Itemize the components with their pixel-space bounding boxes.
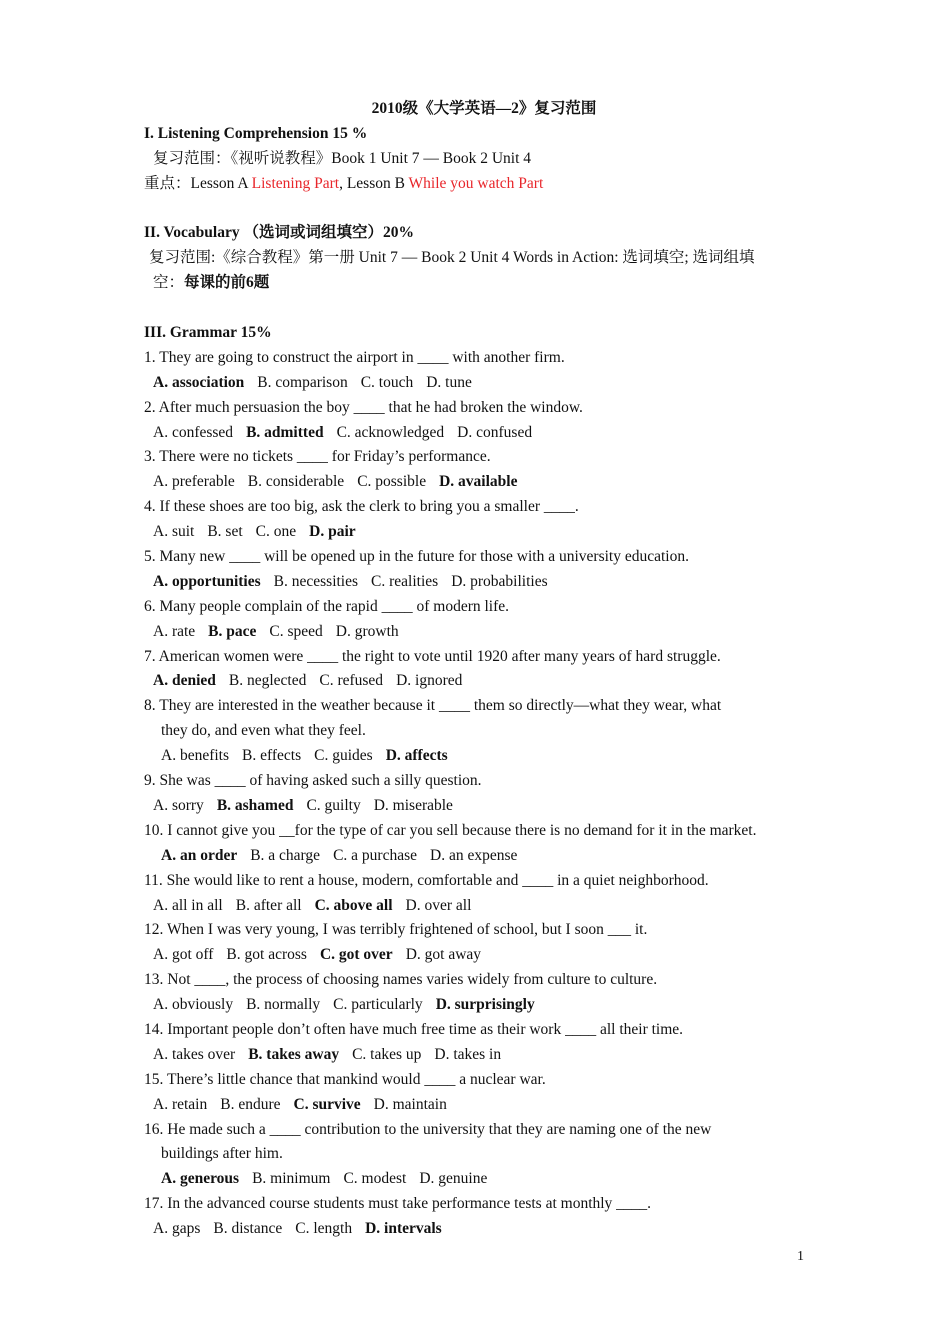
- option: C. modest: [343, 1170, 407, 1188]
- question-options: [144, 1093, 824, 1118]
- question-text: 12. When I was very young, I was terribly frightened of school, but I soon ___ it.: [144, 921, 648, 939]
- option: A. obviously: [153, 996, 234, 1014]
- question-options: [144, 993, 824, 1018]
- question-text: 1. They are going to construct the airport in ____ with another firm.: [144, 348, 565, 366]
- option: C. one: [255, 523, 297, 541]
- option: B. effects: [242, 747, 302, 765]
- listening-scope: 复习范围：《视听说教程》Book 1 Unit 7 — Book 2 Unit 4: [153, 149, 532, 167]
- vocabulary-scope-prefix: 空：: [153, 274, 185, 292]
- vocabulary-heading: II. Vocabulary （选词或词组填空）20%: [144, 224, 414, 242]
- option-answer: A. denied: [153, 672, 216, 690]
- option-answer: B. pace: [208, 622, 257, 640]
- question-text: 6. Many people complain of the rapid ____ of modern life.: [144, 597, 510, 615]
- option: B. minimum: [252, 1170, 331, 1188]
- option: C. speed: [269, 622, 323, 640]
- option: B. a charge: [250, 846, 321, 864]
- question-text: buildings after him.: [161, 1145, 283, 1163]
- option: C. possible: [357, 473, 427, 491]
- question-text: 16. He made such a ____ contribution to the university that they are naming one of the new: [144, 1120, 712, 1138]
- option: C. guides: [314, 747, 373, 765]
- option: D. maintain: [373, 1095, 447, 1113]
- option-answer: A. generous: [161, 1170, 240, 1188]
- option-answer: D. affects: [385, 747, 448, 765]
- option: D. growth: [335, 622, 399, 640]
- option: A. suit: [153, 523, 195, 541]
- option: B. distance: [213, 1220, 283, 1238]
- question-text: 11. She would like to rent a house, modern, comfortable and ____ in a quiet neighborhood.: [144, 871, 709, 889]
- question-options: [144, 794, 824, 819]
- question-text: 10. I cannot give you __for the type of car you sell because there is no demand for it in the market.: [144, 821, 757, 839]
- option: D. an expense: [430, 846, 518, 864]
- focus-highlight-2: While you watch Part: [408, 174, 544, 192]
- option: A. takes over: [153, 1045, 236, 1063]
- option: A. got off: [153, 946, 214, 964]
- option-answer: A. an order: [161, 846, 238, 864]
- option: D. got away: [405, 946, 482, 964]
- option-answer: A. opportunities: [153, 572, 261, 590]
- question-text: 14. Important people don’t often have much free time as their work ____ all their time.: [144, 1020, 684, 1038]
- option: C. particularly: [333, 996, 423, 1014]
- option: B. endure: [220, 1095, 281, 1113]
- option: B. after all: [235, 896, 302, 914]
- option-answer: D. intervals: [365, 1220, 442, 1238]
- question-text: 17. In the advanced course students must take performance tests at monthly ____.: [144, 1195, 652, 1213]
- option: B. necessities: [273, 572, 359, 590]
- question-options: [144, 943, 824, 968]
- option: A. benefits: [161, 747, 230, 765]
- option-answer: D. surprisingly: [435, 996, 535, 1014]
- question-text: 7. American women were ____ the right to vote until 1920 after many years of hard struggle.: [144, 647, 721, 665]
- option: B. normally: [246, 996, 321, 1014]
- option: A. rate: [153, 622, 196, 640]
- spacer: [144, 296, 824, 321]
- focus-mid: , Lesson B: [339, 174, 409, 192]
- vocabulary-scope-line2: [144, 271, 824, 296]
- question-options: [144, 570, 824, 595]
- focus-prefix: 重点：Lesson A: [144, 174, 252, 192]
- option: D. over all: [405, 896, 472, 914]
- option: B. comparison: [257, 373, 348, 391]
- option: B. set: [207, 523, 243, 541]
- question-text: 4. If these shoes are too big, ask the clerk to bring you a smaller ____.: [144, 498, 579, 516]
- question-options: [144, 894, 824, 919]
- option: A. sorry: [153, 796, 204, 814]
- question-text: 9. She was ____ of having asked such a silly question.: [144, 772, 482, 790]
- listening-heading: I. Listening Comprehension 15 %: [144, 124, 368, 142]
- option: D. takes in: [434, 1045, 502, 1063]
- question-text: 8. They are interested in the weather because it ____ them so directly—what they wear, what: [144, 697, 722, 715]
- question-text: 3. There were no tickets ____ for Friday’s performance.: [144, 448, 491, 466]
- option: C. guilty: [306, 796, 361, 814]
- question-options: [144, 1167, 824, 1192]
- option: C. length: [295, 1220, 353, 1238]
- option: C. realities: [371, 572, 439, 590]
- option: C. touch: [360, 373, 414, 391]
- page-number: 1: [797, 1249, 804, 1264]
- option: D. ignored: [396, 672, 463, 690]
- option: D. tune: [426, 373, 472, 391]
- option: A. preferable: [153, 473, 235, 491]
- option: B. neglected: [228, 672, 307, 690]
- question-options: [144, 470, 824, 495]
- spacer: [144, 197, 824, 222]
- option: B. got across: [226, 946, 307, 964]
- question-text: 15. There’s little chance that mankind would ____ a nuclear war.: [144, 1070, 546, 1088]
- option: A. confessed: [153, 423, 234, 441]
- option: C. refused: [319, 672, 384, 690]
- option: D. miserable: [373, 796, 453, 814]
- page-title: 2010级《大学英语—2》复习范围: [371, 100, 597, 117]
- option: D. probabilities: [451, 572, 548, 590]
- option: C. takes up: [352, 1045, 422, 1063]
- option-answer: B. takes away: [248, 1045, 340, 1063]
- option: B. considerable: [247, 473, 345, 491]
- option: D. genuine: [419, 1170, 488, 1188]
- question-options: [144, 620, 824, 645]
- option: D. confused: [457, 423, 533, 441]
- option: A. retain: [153, 1095, 208, 1113]
- option: A. gaps: [153, 1220, 201, 1238]
- question-text: they do, and even what they feel.: [161, 722, 366, 740]
- option-answer: C. survive: [293, 1095, 361, 1113]
- question-options: [144, 1043, 824, 1068]
- grammar-question-list: [144, 346, 824, 1242]
- option-answer: C. got over: [319, 946, 393, 964]
- option-answer: B. admitted: [246, 423, 324, 441]
- vocabulary-scope-focus: 每课的前6题: [184, 274, 270, 292]
- question-options: [144, 844, 824, 869]
- question-text: 5. Many new ____ will be opened up in the future for those with a university education.: [144, 548, 689, 566]
- listening-focus: [144, 172, 824, 197]
- question-options: [144, 371, 824, 396]
- option: A. all in all: [153, 896, 223, 914]
- page-content: [144, 97, 824, 1242]
- question-options: [144, 421, 824, 446]
- option-answer: D. available: [439, 473, 518, 491]
- option-answer: B. ashamed: [216, 796, 294, 814]
- option: C. a purchase: [333, 846, 418, 864]
- question-text: 2. After much persuasion the boy ____ that he had broken the window.: [144, 398, 583, 416]
- question-text: 13. Not ____, the process of choosing names varies widely from culture to culture.: [144, 971, 658, 989]
- focus-highlight-1: Listening Part: [251, 174, 340, 192]
- option-answer: C. above all: [314, 896, 393, 914]
- option-answer: A. association: [153, 373, 245, 391]
- grammar-heading: III. Grammar 15%: [144, 324, 272, 342]
- question-options: [144, 520, 824, 545]
- question-options: [144, 1217, 824, 1242]
- question-options: [144, 669, 824, 694]
- vocabulary-scope-line1: 复习范围:《综合教程》第一册 Unit 7 — Book 2 Unit 4 Words in Action: 选词填空; 选词组填: [149, 249, 755, 267]
- option-answer: D. pair: [309, 523, 356, 541]
- question-options: [144, 744, 824, 769]
- option: C. acknowledged: [336, 423, 445, 441]
